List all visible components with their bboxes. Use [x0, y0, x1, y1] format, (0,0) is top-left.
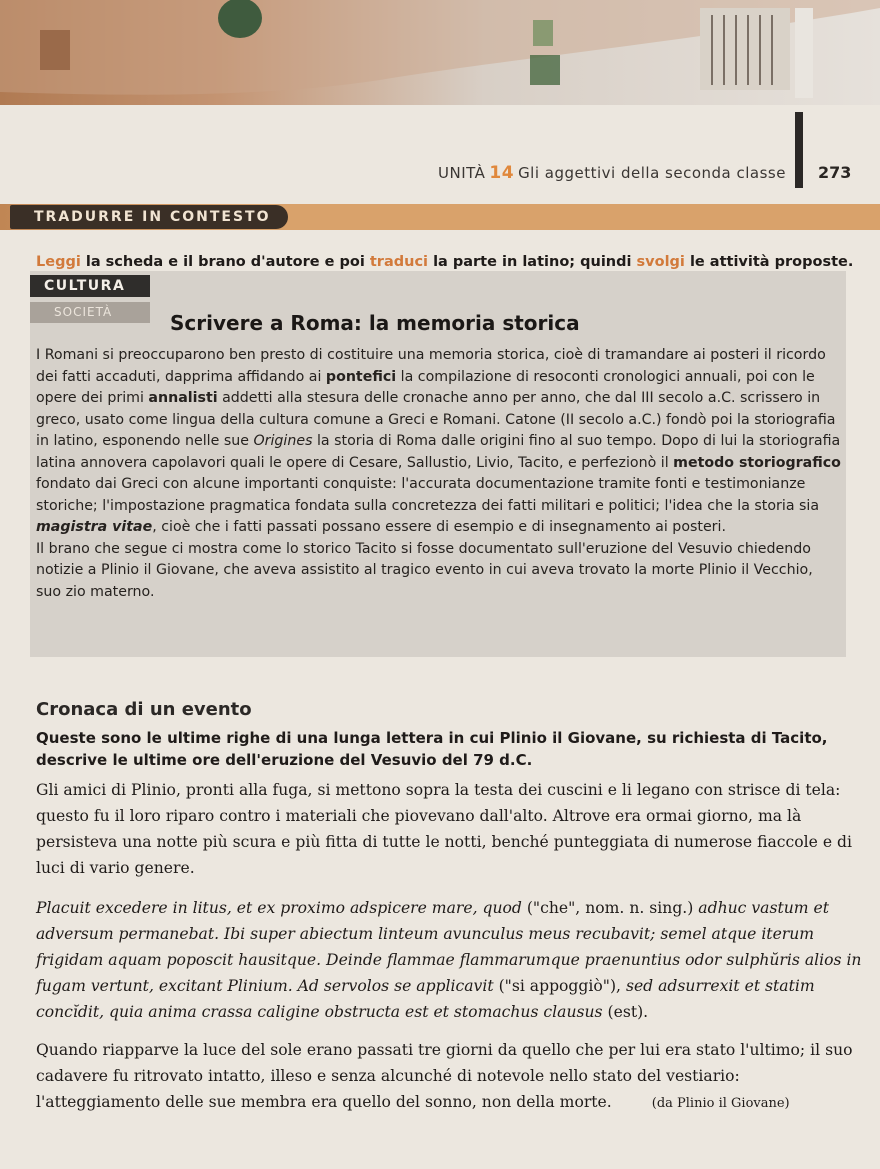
term-pontefici: pontefici — [325, 368, 397, 385]
citation: (da Plinio il Giovane) — [651, 1096, 790, 1111]
instr-verb-read: Leggi — [36, 254, 81, 270]
term-metodo: metodo storiografico — [673, 454, 841, 471]
box-text — [36, 345, 842, 603]
tag-societa: SOCIETÀ — [30, 302, 150, 323]
text-run: I Romani si preoccuparono ben presto di costituire una memoria storica, cioè di tramandare ai posteri il ricordo dei fatti accaduti, dapprima affidando ai — [36, 347, 826, 385]
instr-text: la parte in latino; quindi — [428, 254, 637, 270]
instr-verb-do: svolgi — [636, 254, 685, 270]
instr-verb-translate: traduci — [369, 254, 429, 270]
header-photo — [0, 0, 880, 105]
section-banner — [0, 204, 880, 230]
italian-run: Quando riapparve la luce del sole erano passati tre giorni da quello che per lui era stato l'ultimo; il suo cadavere fu ritrovato intatto, illeso e senza alcunché di notevole nello stato del vestiario: l'atteggiamento delle sue membra era quello del sonno, non della morte. — [36, 1041, 853, 1111]
box-paragraph — [36, 345, 842, 539]
term-origines: Origines — [253, 433, 313, 449]
instruction — [36, 254, 856, 270]
unit-number: 14 — [489, 163, 515, 183]
latin-gloss: ("che", nom. n. sing.) — [521, 899, 699, 917]
text-run: , cioè che i fatti passati possano essere di esempio e di insegnamento ai posteri. — [152, 519, 726, 535]
header-divider — [795, 112, 803, 188]
instr-text: le attività proposte. — [684, 254, 854, 270]
text-run: fondato dai Greci con alcune importanti conquiste: l'accurata documentazione tramite fonti e testimonianze storiche; l'impostazione pragmatica fondata sulla concretezza dei fatti militari e politici; l'idea che la storia sia — [36, 476, 820, 514]
italian-text-1: Gli amici di Plinio, pronti alla fuga, si mettono sopra la testa dei cuscini e li legano con strisce di tela: questo fu il loro riparo contro i materiali che piovevano dall'alto. Altrove era ormai giorno, ma là persisteva una notte più scura e più fitta di tutte le notti, benché punteggiata di numerose fiaccole e di luci di vario genere. — [36, 781, 852, 877]
text-run: addetti alla stesura delle cronache anno per anno, che dal III secolo a.C. scrissero in greco, usato come lingua della cultura comune a Greci e Romani. Catone (II secolo a.C.) fondò poi la storiografia in latino, esponendo nelle sue — [36, 390, 836, 449]
text-run: la storia di Roma dalle origini fino al suo tempo. Dopo di lui la storiografia latina annovera capolavori quali le opere di Cesare, Sallustio, Livio, Tacito, e perfezionò il — [36, 433, 841, 471]
latin-text — [36, 895, 866, 1025]
text-run: la compilazione di resoconti cronologici annuali, poi con le opere dei primi — [36, 368, 815, 406]
unit-heading — [438, 163, 786, 183]
latin-run: adhuc vastum et adversum permanebat. Ibi super abiectum linteum avunculus meus recubavit; semel atque iterum frigidam aquam poposcit hausitque. Deinde flammae flammarumque praenuntius odor sulphŭris alios in fugam vertunt, excitant Plinium. Ad servolos se applicavit — [36, 899, 862, 995]
latin-run: sed adsurrexit et statim concĭdit, quia anima crassa caligine obstructa est et stomachus clausus — [36, 977, 815, 1021]
banner-label: TRADURRE IN CONTESTO — [34, 209, 271, 225]
tag-cultura: CULTURA — [30, 275, 150, 297]
section-title: Cronaca di un evento — [36, 699, 252, 720]
section-lead: Queste sono le ultime righe di una lunga lettera in cui Plinio il Giovane, su richiesta di Tacito, descrive le ultime ore dell'eruzione del Vesuvio del 79 d.C. — [36, 729, 828, 769]
box-paragraph: Il brano che segue ci mostra come lo storico Tacito si fosse documentato sull'eruzione del Vesuvio chiedendo notizie a Plinio il Giovane, che aveva assistito al tragico evento in cui aveva trovato la morte Plinio il Vecchio, suo zio materno. — [36, 540, 813, 600]
unit-label: UNITÀ — [438, 164, 486, 182]
term-magistra-vitae: magistra vitae — [36, 519, 153, 535]
term-annalisti: annalisti — [148, 390, 218, 406]
page-number: 273 — [818, 163, 852, 182]
latin-run: Placuit excedere in litus, et ex proximo adspicere mare, quod — [36, 899, 522, 917]
unit-title: Gli aggettivi della seconda classe — [518, 164, 786, 182]
italian-text-2 — [36, 1037, 866, 1117]
latin-gloss: (est). — [602, 1003, 649, 1021]
latin-gloss: ("si appoggiò"), — [493, 977, 626, 995]
box-title: Scrivere a Roma: la memoria storica — [170, 311, 580, 335]
instr-text: la scheda e il brano d'autore e poi — [80, 254, 370, 270]
